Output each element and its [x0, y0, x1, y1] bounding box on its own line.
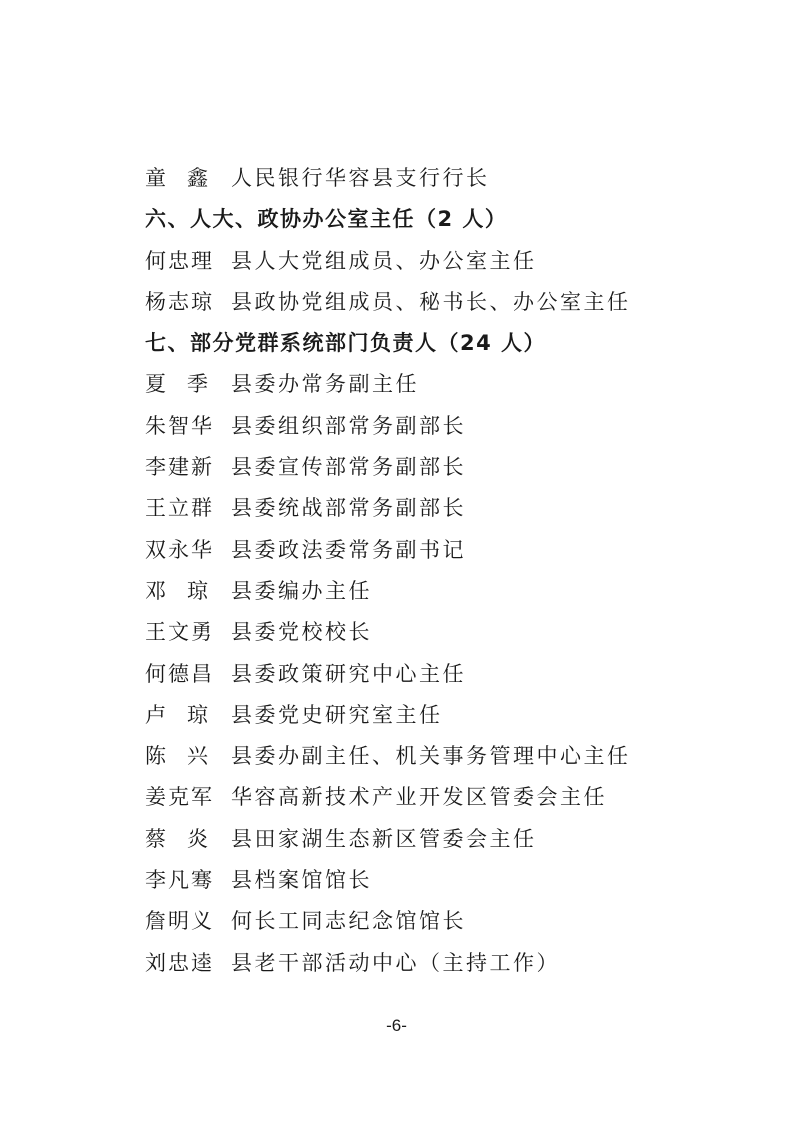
- person-name-char: 童: [145, 166, 166, 190]
- person-title: 县委党史研究室主任: [231, 702, 443, 727]
- person-entry: [145, 241, 745, 282]
- person-entry: [145, 654, 745, 695]
- person-name-char: 夏: [145, 372, 166, 397]
- person-entry: [145, 943, 745, 984]
- person-title: 华容高新技术产业开发区管委会主任: [231, 785, 607, 810]
- person-name-char: 兴: [187, 744, 208, 769]
- person-entry: [145, 530, 745, 571]
- person-title: 县老干部活动中心（主持工作）: [231, 950, 560, 975]
- person-title: 县委编办主任: [231, 578, 372, 603]
- person-title: 县委政策研究中心主任: [231, 661, 466, 686]
- person-name-char: 蔡: [145, 826, 166, 851]
- person-name: [145, 695, 231, 736]
- person-name: [145, 364, 231, 405]
- person-entry: [145, 695, 745, 736]
- person-entry: [145, 860, 745, 901]
- person-entry: [145, 777, 745, 818]
- person-name: [145, 736, 231, 777]
- person-title: 县委统战部常务副部长: [231, 496, 466, 521]
- person-name: [145, 158, 231, 199]
- person-name: 李凡骞: [145, 868, 214, 893]
- page-number: -6-: [386, 1016, 407, 1035]
- person-name-char: 邓: [145, 578, 166, 603]
- person-name: 李建新: [145, 455, 214, 480]
- person-name: 刘忠逵: [145, 950, 214, 975]
- person-name-char: 琼: [187, 702, 208, 727]
- section-heading: 六、人大、政协办公室主任（2 人）: [145, 207, 508, 232]
- person-title: 县政协党组成员、秘书长、办公室主任: [231, 289, 631, 314]
- person-title: 人民银行华容县支行行长: [231, 166, 490, 190]
- person-title: 何长工同志纪念馆馆长: [231, 909, 466, 934]
- person-name: 杨志琼: [145, 289, 214, 314]
- person-name: [145, 571, 231, 612]
- person-title: 县档案馆馆长: [231, 868, 372, 893]
- person-name: 王文勇: [145, 620, 214, 645]
- person-entry: [145, 612, 745, 653]
- person-title: 县委办常务副主任: [231, 372, 419, 397]
- person-entry: [145, 571, 745, 612]
- person-name: 姜克军: [145, 785, 214, 810]
- person-title: 县委办副主任、机关事务管理中心主任: [231, 744, 631, 769]
- person-entry: [145, 736, 745, 777]
- person-name-char: 陈: [145, 744, 166, 769]
- person-entry: [145, 901, 745, 942]
- person-entry: [145, 364, 745, 405]
- person-title: 县田家湖生态新区管委会主任: [231, 826, 537, 851]
- person-title: 县委组织部常务副部长: [231, 413, 466, 438]
- person-title: 县人大党组成员、办公室主任: [231, 248, 537, 273]
- person-name: 双永华: [145, 537, 214, 562]
- person-entry: [145, 488, 745, 529]
- person-name: 王立群: [145, 496, 214, 521]
- person-title: 县委政法委常务副书记: [231, 537, 466, 562]
- person-entry: [145, 282, 745, 323]
- person-name-char: 炎: [187, 826, 208, 851]
- person-entry: [145, 406, 745, 447]
- person-name-char: 琼: [187, 578, 208, 603]
- person-name-char: 季: [187, 372, 208, 397]
- person-title: 县委党校校长: [231, 620, 372, 645]
- person-name: [145, 819, 231, 860]
- person-name: 何德昌: [145, 661, 214, 686]
- person-name: 朱智华: [145, 413, 214, 438]
- person-entry: [145, 158, 745, 199]
- person-entry: [145, 819, 745, 860]
- section-heading: 七、部分党群系统部门负责人（24 人）: [145, 331, 547, 356]
- person-name: 詹明义: [145, 909, 214, 934]
- person-name: 何忠理: [145, 248, 214, 273]
- person-name-char: 卢: [145, 702, 166, 727]
- person-entry: [145, 447, 745, 488]
- appointment-list: [145, 158, 745, 984]
- person-name-char: 鑫: [187, 166, 208, 190]
- person-title: 县委宣传部常务副部长: [231, 455, 466, 480]
